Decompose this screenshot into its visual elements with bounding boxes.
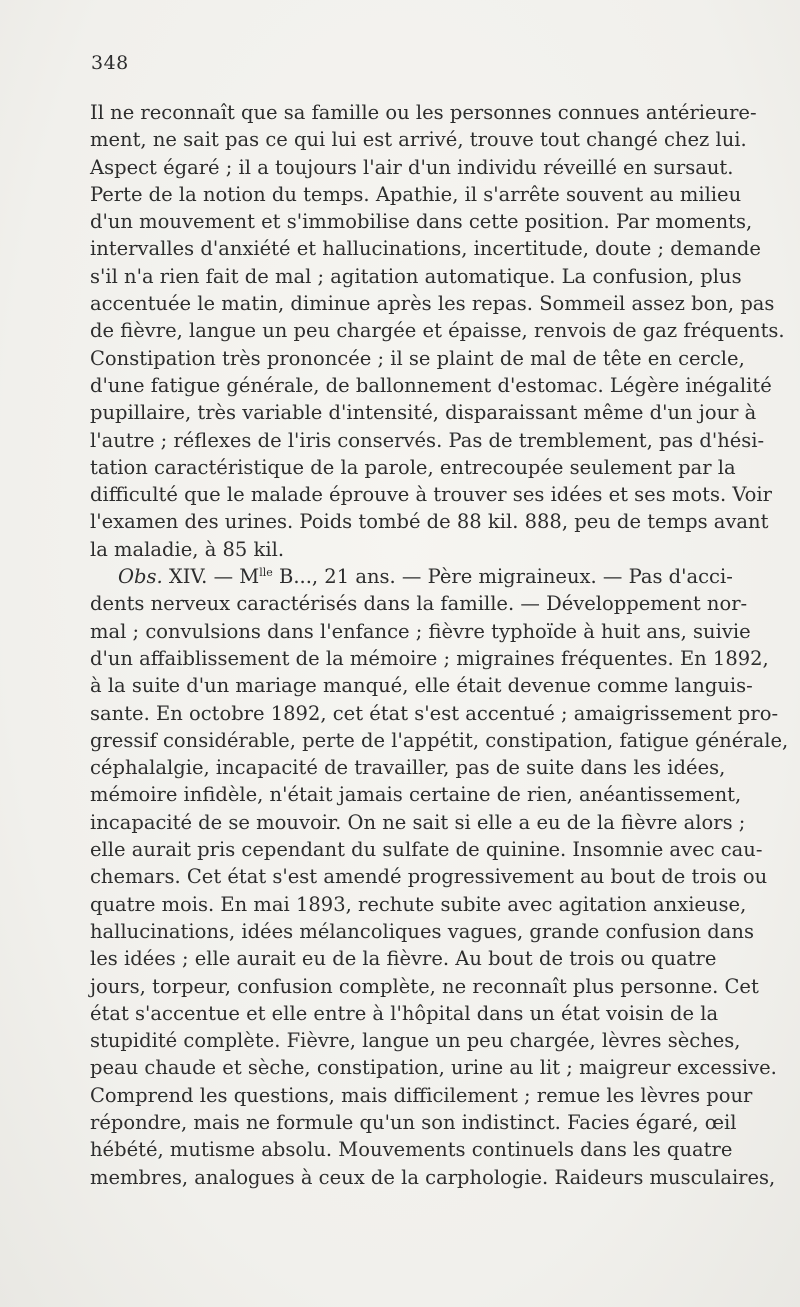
text-line: Comprend les questions, mais difficilement ; remue les lèvres pour bbox=[90, 1083, 753, 1107]
text-line: elle aurait pris cependant du sulfate de quinine. Insomnie avec cau- bbox=[90, 838, 763, 862]
text-line: l'autre ; réflexes de l'iris conservés. Pas de tremblement, pas d'hési- bbox=[90, 428, 765, 452]
text-line: difficulté que le malade éprouve à trouver ses idées et ses mots. Voir bbox=[90, 483, 772, 507]
text-line: à la suite d'un mariage manqué, elle était devenue comme languis- bbox=[90, 674, 753, 698]
text-line: d'un affaiblissement de la mémoire ; migraines fréquentes. En 1892, bbox=[90, 646, 769, 670]
text-line: état s'accentue et elle entre à l'hôpital dans un état voisin de la bbox=[90, 1001, 719, 1025]
text-line: gressif considérable, perte de l'appétit, constipation, fatigue générale, bbox=[90, 728, 789, 752]
page-number: 348 bbox=[91, 52, 129, 74]
text-line: ment, ne sait pas ce qui lui est arrivé, trouve tout changé chez lui. bbox=[90, 128, 747, 152]
text-line: mémoire infidèle, n'était jamais certaine de rien, anéantissement, bbox=[90, 783, 742, 807]
text-line: incapacité de se mouvoir. On ne sait si elle a eu de la fièvre alors ; bbox=[90, 810, 746, 834]
text-line: quatre mois. En mai 1893, rechute subite avec agitation anxieuse, bbox=[90, 892, 747, 916]
obs-dash: — bbox=[213, 565, 234, 589]
text-line: dents nerveux caractérisés dans la famille. — Développement nor- bbox=[90, 592, 748, 616]
text-line: la maladie, à 85 kil. bbox=[90, 537, 285, 561]
text-line: céphalalgie, incapacité de travailler, pas de suite dans les idées, bbox=[90, 756, 726, 780]
text-line: d'une fatigue générale, de ballonnement d'estomac. Légère inégalité bbox=[90, 373, 772, 397]
text-line: Constipation très prononcée ; il se plaint de mal de tête en cercle, bbox=[90, 346, 745, 370]
text-line: membres, analogues à ceux de la carphologie. Raideurs musculaires, bbox=[90, 1165, 776, 1189]
text-line: peau chaude et sèche, constipation, urine au lit ; maigreur excessive. bbox=[90, 1056, 777, 1080]
observation-heading-line bbox=[90, 563, 733, 590]
text-line: mal ; convulsions dans l'enfance ; fièvre typhoïde à huit ans, suivie bbox=[90, 619, 751, 643]
text-line: Aspect égaré ; il a toujours l'air d'un individu réveillé en sursaut. bbox=[90, 155, 734, 179]
title-prefix: M bbox=[239, 565, 260, 589]
text-line: Perte de la notion du temps. Apathie, il s'arrête souvent au milieu bbox=[90, 182, 742, 206]
body-text bbox=[90, 99, 789, 1191]
title-superscript: lle bbox=[259, 566, 273, 580]
patient-title bbox=[239, 565, 273, 588]
text-line: accentuée le matin, diminue après les repas. Sommeil assez bon, pas bbox=[90, 292, 775, 316]
text-line: les idées ; elle aurait eu de la fièvre. Au bout de trois ou quatre bbox=[90, 947, 717, 971]
text-line: sante. En octobre 1892, cet état s'est accentué ; amaigrissement pro- bbox=[90, 701, 779, 725]
text-line: d'un mouvement et s'immobilise dans cette position. Par moments, bbox=[90, 210, 753, 234]
text-line: répondre, mais ne formule qu'un son indistinct. Facies égaré, œil bbox=[90, 1110, 737, 1134]
text-line: l'examen des urines. Poids tombé de 88 kil. 888, peu de temps avant bbox=[90, 510, 769, 534]
text-line: intervalles d'anxiété et hallucinations, incertitude, doute ; demande bbox=[90, 237, 761, 261]
obs-rest: B..., 21 ans. — Père migraineux. — Pas d'acci- bbox=[278, 565, 733, 589]
text-line: tation caractéristique de la parole, entrecoupée seulement par la bbox=[90, 455, 736, 479]
text-line: hallucinations, idées mélancoliques vagues, grande confusion dans bbox=[90, 919, 754, 943]
text-line: Il ne reconnaît que sa famille ou les personnes connues antérieure- bbox=[90, 101, 757, 124]
text-line: jours, torpeur, confusion complète, ne reconnaît plus personne. Cet bbox=[90, 974, 759, 998]
obs-label: Obs. bbox=[118, 565, 163, 589]
obs-number: XIV. bbox=[168, 565, 208, 589]
text-line: s'il n'a rien fait de mal ; agitation automatique. La confusion, plus bbox=[90, 264, 742, 288]
text-line: pupillaire, très variable d'intensité, disparaissant même d'un jour à bbox=[90, 401, 757, 425]
text-line: hébété, mutisme absolu. Mouvements continuels dans les quatre bbox=[90, 1138, 733, 1162]
text-line: stupidité complète. Fièvre, langue un peu chargée, lèvres sèches, bbox=[90, 1029, 741, 1053]
text-line: chemars. Cet état s'est amendé progressivement au bout de trois ou bbox=[90, 865, 768, 889]
text-line: de fièvre, langue un peu chargée et épaisse, renvois de gaz fréquents. bbox=[90, 319, 785, 343]
